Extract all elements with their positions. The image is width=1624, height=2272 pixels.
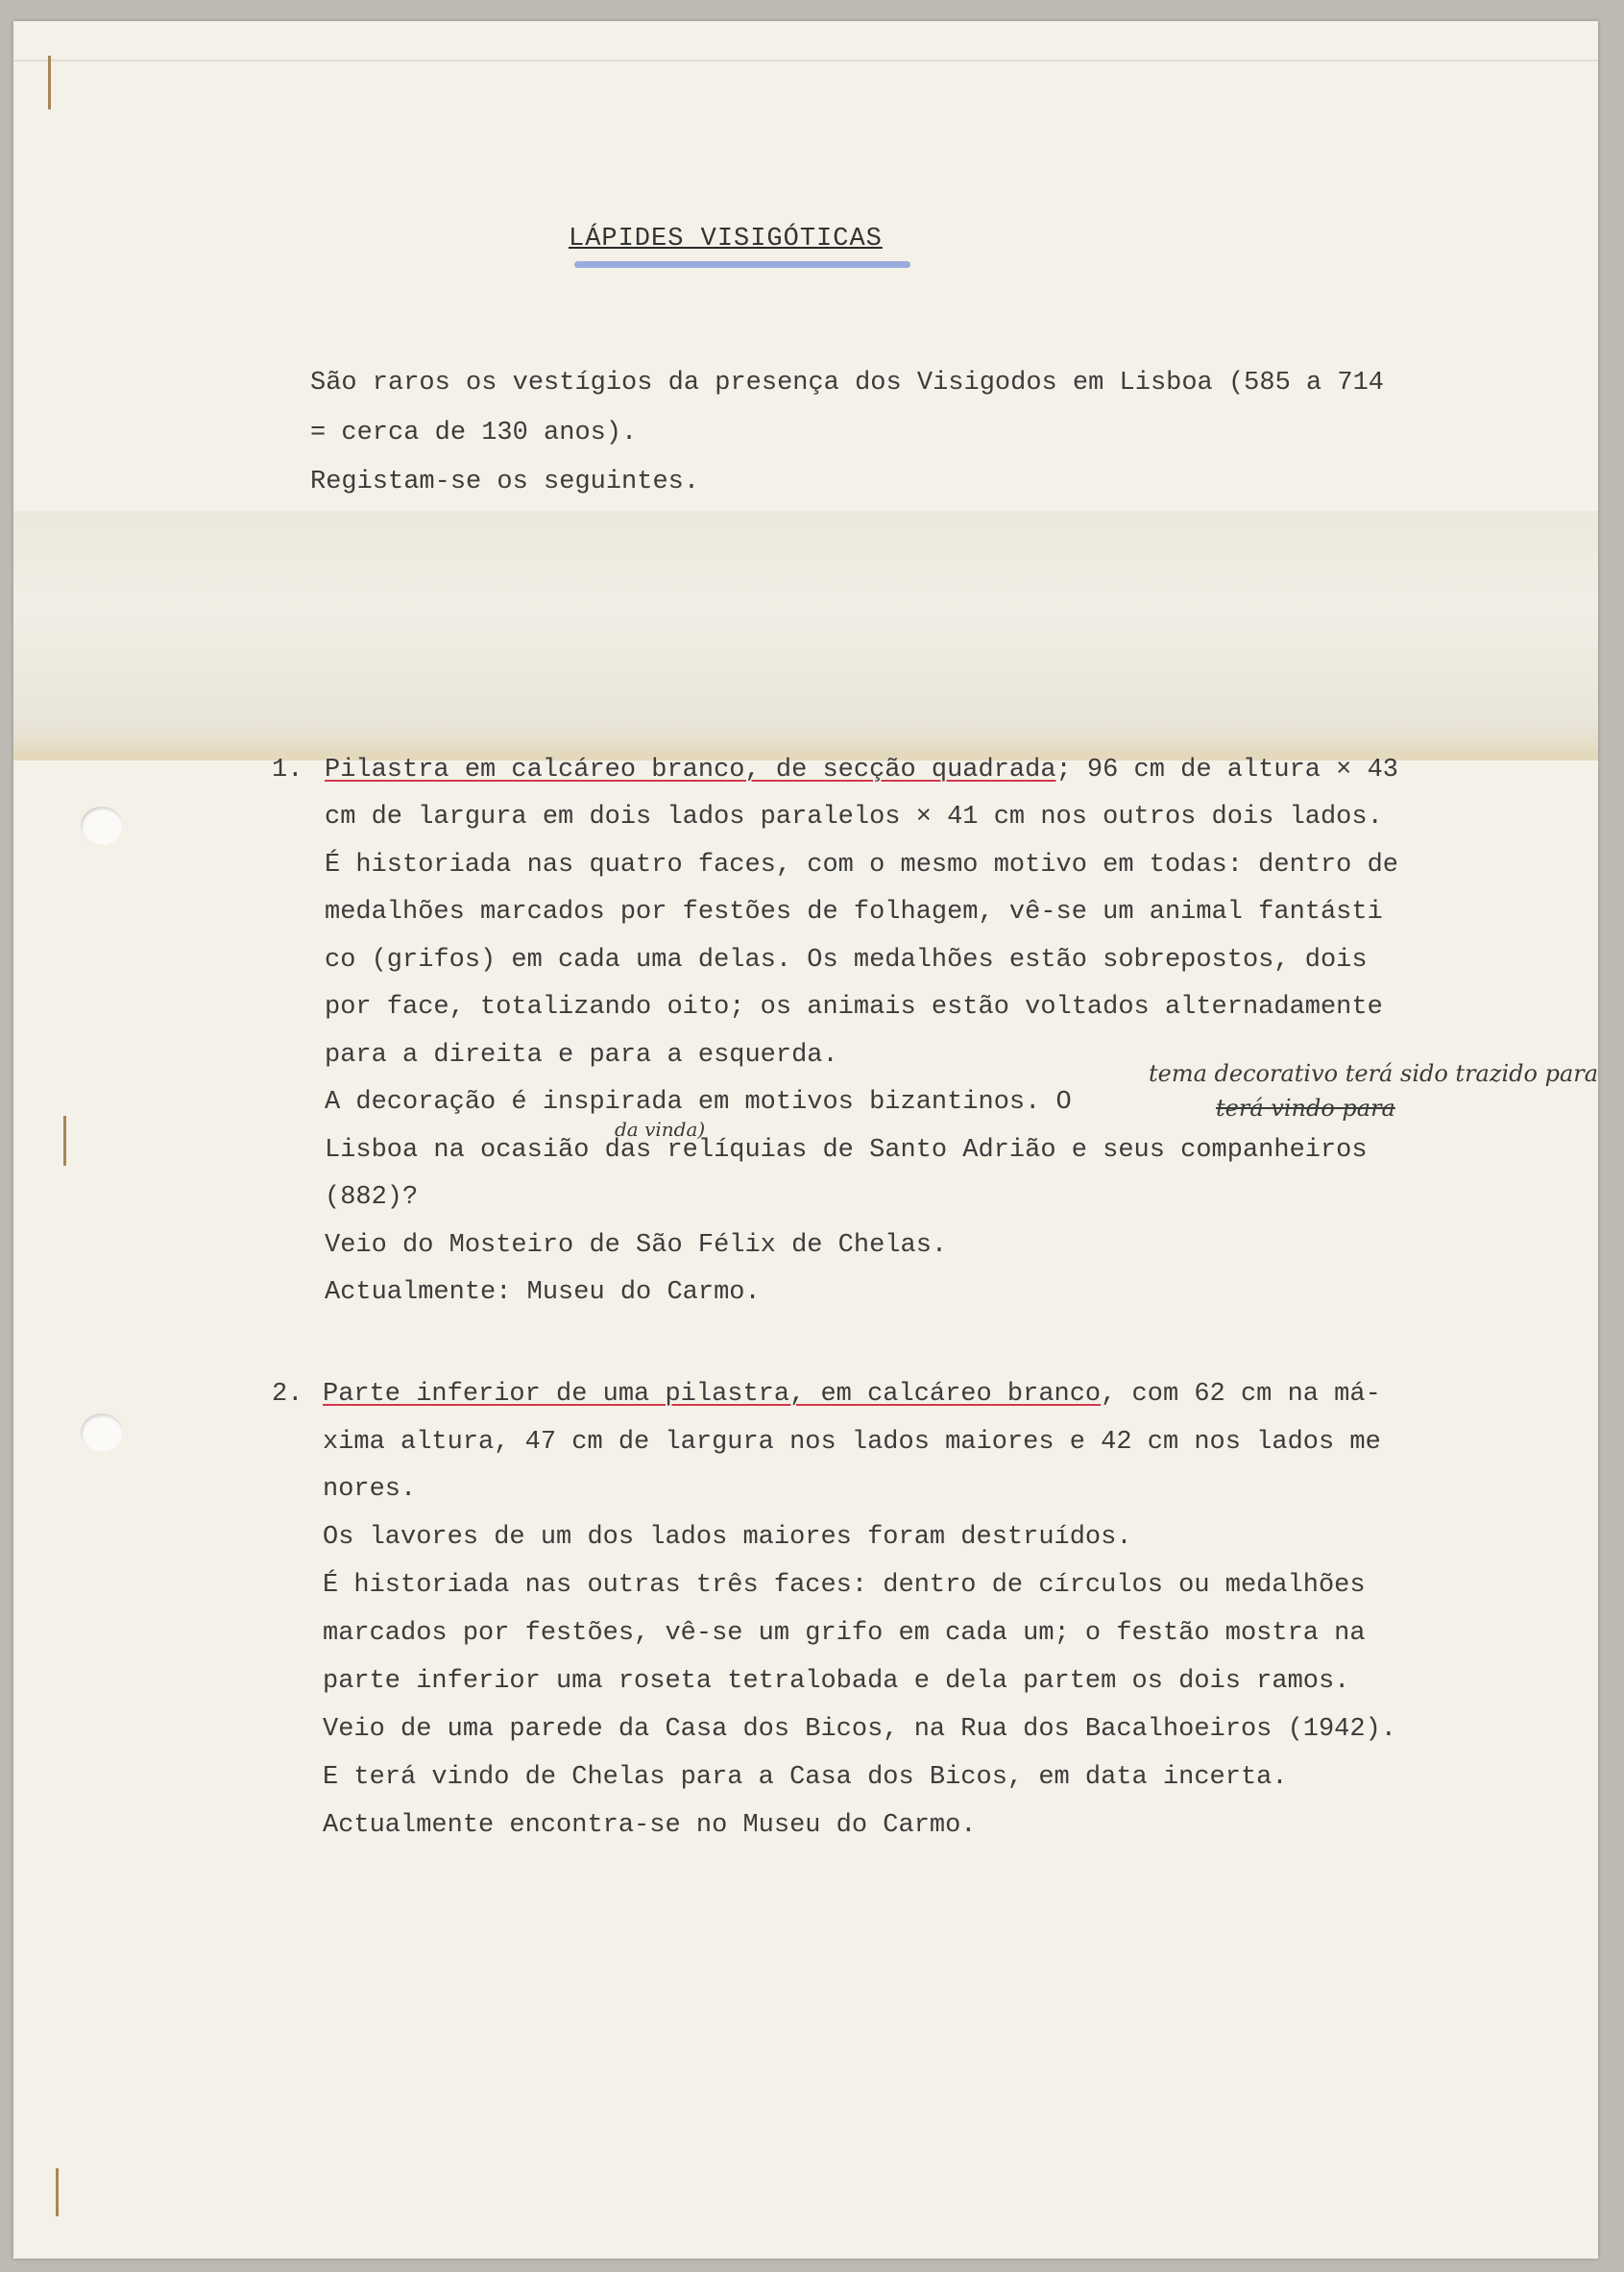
body-line: xima altura, 47 cm de largura nos lados maiores e 42 cm nos lados me xyxy=(323,1428,1381,1457)
body-line: nores. xyxy=(323,1475,417,1504)
fold-line xyxy=(13,60,1598,61)
page-title: LÁPIDES VISIGÓTICAS xyxy=(569,225,883,254)
punch-hole-icon xyxy=(81,807,123,845)
title-highlight xyxy=(574,261,910,268)
item-number: 2. xyxy=(272,1380,303,1409)
body-line: (882)? xyxy=(325,1183,419,1212)
body-line: É historiada nas quatro faces, com o mesmo motivo em todas: dentro de xyxy=(325,851,1398,880)
punch-hole-icon xyxy=(81,1414,123,1452)
body-line: marcados por festões, vê-se um grifo em cada um; o festão mostra na xyxy=(323,1619,1366,1648)
fold-band xyxy=(13,511,1598,751)
body-line: parte inferior uma roseta tetralobada e dela partem os dois ramos. xyxy=(323,1667,1350,1696)
handwritten-insert: da vinda) xyxy=(615,1118,706,1141)
body-line: cm de largura em dois lados paralelos × 41 cm nos outros dois lados. xyxy=(325,803,1383,832)
body-line: medalhões marcados por festões de folhagem, vê-se um animal fantásti xyxy=(325,898,1383,927)
body-line: Lisboa na ocasião das relíquias de Santo Adrião e seus companheiros xyxy=(325,1136,1368,1165)
item-heading: Parte inferior de uma pilastra, em calcáreo branco xyxy=(323,1380,1102,1409)
body-line: Veio do Mosteiro de São Félix de Chelas. xyxy=(325,1231,948,1260)
item-heading-rest: ; 96 cm de altura × 43 xyxy=(1055,756,1398,785)
body-line: Os lavores de um dos lados maiores foram destruídos. xyxy=(323,1523,1132,1552)
struck-annotation: terá vindo para xyxy=(1216,1095,1395,1122)
staple-icon xyxy=(48,56,51,109)
item-heading-line xyxy=(323,1380,1381,1409)
handwritten-annotation: tema decorativo terá sido trazido para xyxy=(1149,1060,1599,1087)
item-heading-line xyxy=(325,756,1398,785)
intro-line: Registam-se os seguintes. xyxy=(310,468,700,496)
staple-icon xyxy=(56,2168,59,2216)
body-line: Actualmente: Museu do Carmo. xyxy=(325,1278,761,1307)
item-heading-rest: , com 62 cm na má- xyxy=(1101,1380,1381,1409)
body-line: por face, totalizando oito; os animais estão voltados alternadamente xyxy=(325,993,1383,1022)
body-line: co (grifos) em cada uma delas. Os medalhões estão sobrepostos, dois xyxy=(325,946,1368,975)
body-line: E terá vindo de Chelas para a Casa dos Bicos, em data incerta. xyxy=(323,1763,1288,1792)
staple-icon xyxy=(63,1116,66,1166)
body-line: para a direita e para a esquerda. xyxy=(325,1041,838,1070)
body-line: A decoração é inspirada em motivos bizantinos. O xyxy=(325,1088,1072,1117)
intro-line: São raros os vestígios da presença dos Visigodos em Lisboa (585 a 714 xyxy=(310,369,1384,398)
intro-line: = cerca de 130 anos). xyxy=(310,419,638,447)
body-line: Veio de uma parede da Casa dos Bicos, na Rua dos Bacalhoeiros (1942). xyxy=(323,1715,1396,1744)
body-line: Actualmente encontra-se no Museu do Carmo. xyxy=(323,1811,977,1840)
body-line: É historiada nas outras três faces: dentro de círculos ou medalhões xyxy=(323,1571,1366,1600)
item-number: 1. xyxy=(272,756,303,785)
item-heading: Pilastra em calcáreo branco, de secção quadrada xyxy=(325,756,1056,785)
